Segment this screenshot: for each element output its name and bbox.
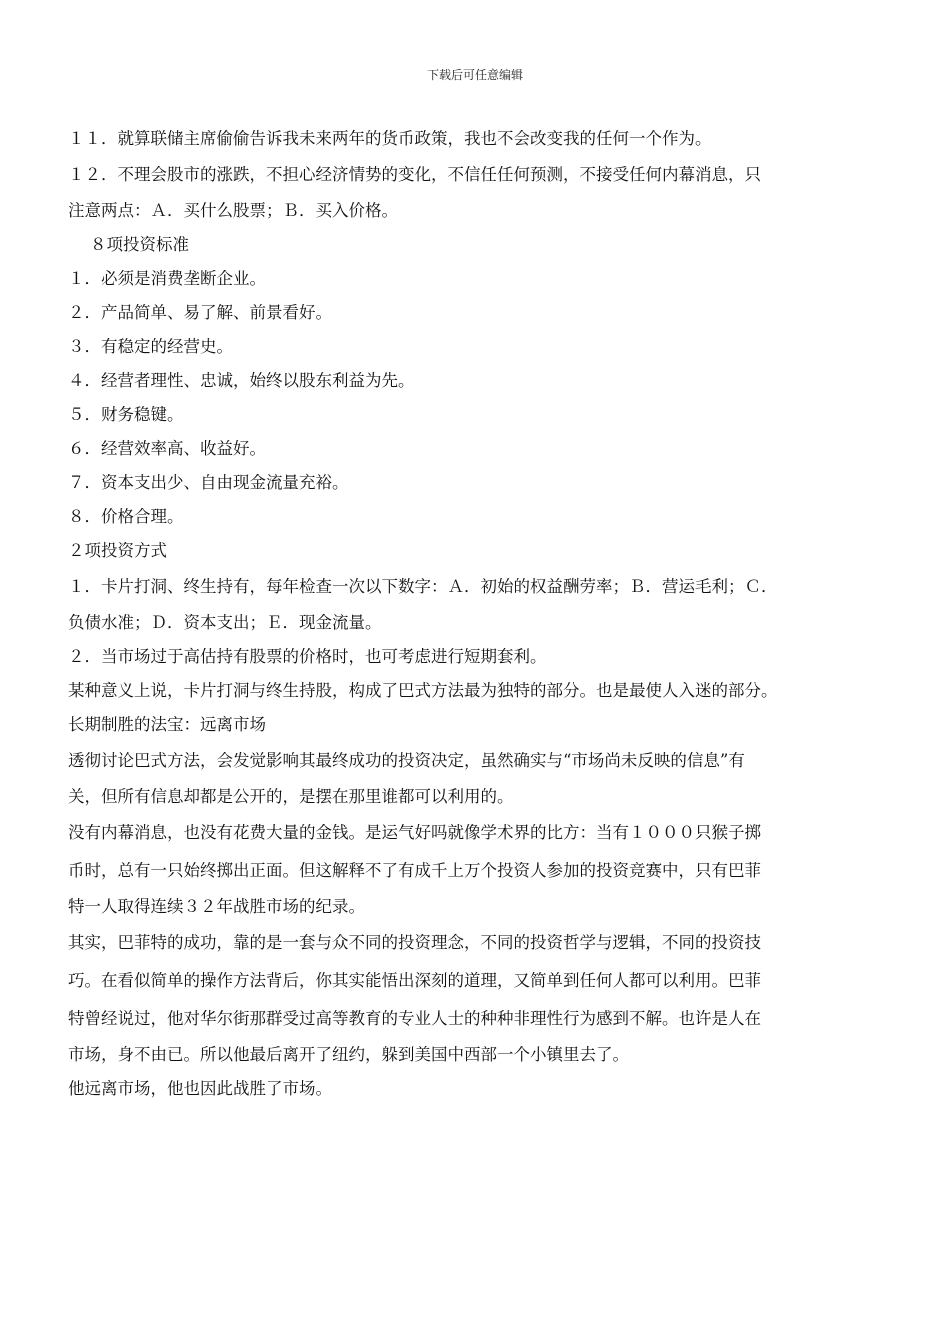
text-line: ８．价格合理。 bbox=[68, 507, 184, 526]
text-line: 特一人取得连续３２年战胜市场的纪录。 bbox=[68, 897, 365, 916]
text-line: 某种意义上说，卡片打洞与终生持股，构成了巴式方法最为独特的部分。也是最使人入迷的部分。 bbox=[68, 681, 778, 700]
text-line: 市场，身不由已。所以他最后离开了纽约，躲到美国中西部一个小镇里去了。 bbox=[68, 1045, 629, 1064]
text-line: 特曾经说过，他对华尔街那群受过高等教育的专业人士的种种非理性行为感到不解。也许是人在 bbox=[68, 1009, 761, 1028]
text-line: １１．就算联储主席偷偷告诉我未来两年的货币政策，我也不会改变我的任何一个作为。 bbox=[68, 129, 712, 148]
text-line: ４．经营者理性、忠诚，始终以股东利益为先。 bbox=[68, 371, 415, 390]
text-line: 他远离市场，他也因此战胜了市场。 bbox=[68, 1079, 332, 1098]
page-header: 下载后可任意编辑 bbox=[426, 68, 523, 82]
text-line: 透彻讨论巴式方法，会发觉影响其最终成功的投资决定，虽然确实与“市场尚未反映的信息”有 bbox=[68, 751, 745, 770]
text-line: ２．当市场过于高估持有股票的价格时，也可考虑进行短期套利。 bbox=[68, 647, 547, 666]
text-line: 没有内幕消息，也没有花费大量的金钱。是运气好吗就像学术界的比方：当有１０００只猴子掷 bbox=[68, 823, 761, 842]
text-line: ６．经营效率高、收益好。 bbox=[68, 439, 266, 458]
document-body bbox=[68, 122, 886, 1106]
text-line: ２．产品简单、易了解、前景看好。 bbox=[68, 303, 332, 322]
text-line: １２．不理会股市的涨跌，不担心经济情势的变化，不信任任何预测，不接受任何内幕消息，只 bbox=[68, 165, 761, 184]
text-line: １．必须是消费垄断企业。 bbox=[68, 269, 266, 288]
text-line: １．卡片打洞、终生持有，每年检查一次以下数字：Ａ．初始的权益酬劳率；Ｂ．营运毛利；Ｃ． bbox=[68, 577, 778, 596]
text-line: 注意两点：Ａ．买什么股票；Ｂ．买入价格。 bbox=[68, 201, 398, 220]
text-line: ３．有稳定的经营史。 bbox=[68, 337, 233, 356]
text-line: 长期制胜的法宝：远离市场 bbox=[68, 715, 266, 734]
text-line: 币时，总有一只始终掷出正面。但这解释不了有成千上万个投资人参加的投资竞赛中，只有巴菲 bbox=[68, 861, 761, 880]
text-line: ５．财务稳键。 bbox=[68, 405, 184, 424]
text-line: ２项投资方式 bbox=[68, 541, 167, 560]
text-line: ８项投资标准 bbox=[90, 235, 189, 254]
text-line: 关，但所有信息却都是公开的，是摆在那里谁都可以利用的。 bbox=[68, 787, 514, 806]
text-line: 巧。在看似简单的操作方法背后，你其实能悟出深刻的道理，又简单到任何人都可以利用。巴菲 bbox=[68, 971, 761, 990]
text-line: 其实，巴菲特的成功，靠的是一套与众不同的投资理念，不同的投资哲学与逻辑，不同的投资技 bbox=[68, 933, 761, 952]
text-line: ７．资本支出少、自由现金流量充裕。 bbox=[68, 473, 349, 492]
text-line: 负债水准；Ｄ．资本支出；Ｅ．现金流量。 bbox=[68, 613, 382, 632]
